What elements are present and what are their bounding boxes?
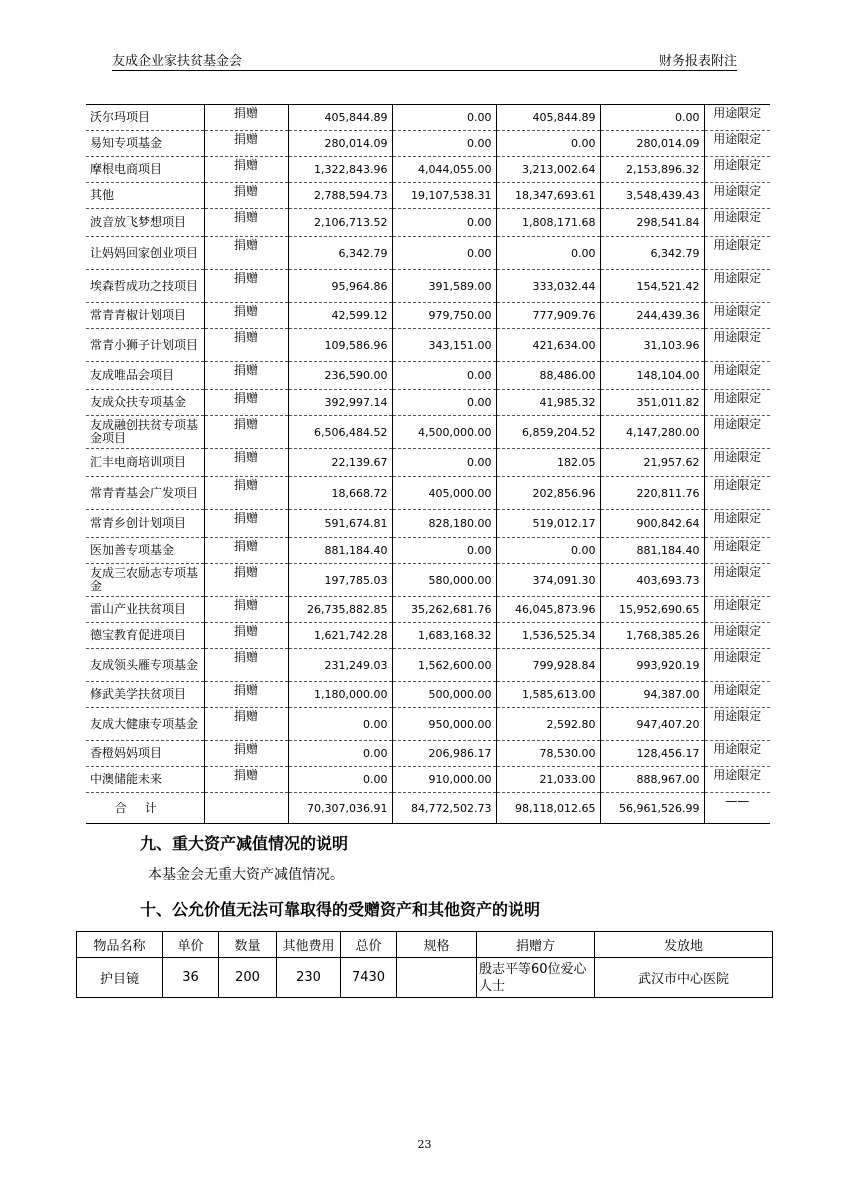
fund-row <box>86 270 770 303</box>
restriction-type: 用途限定 <box>704 538 770 564</box>
income-type: 捐赠 <box>204 649 288 682</box>
fund-row <box>86 416 770 449</box>
project-name: 德宝教育促进项目 <box>86 623 204 649</box>
decrease-amount: 1,808,171.68 <box>496 209 600 237</box>
income-type: 捐赠 <box>204 477 288 510</box>
asset-header-cell: 总价 <box>341 932 397 958</box>
asset-header-cell: 单价 <box>163 932 219 958</box>
restriction-type: 用途限定 <box>704 237 770 270</box>
income-type: 捐赠 <box>204 270 288 303</box>
opening-balance: 392,997.14 <box>288 390 392 416</box>
restriction-type: 用途限定 <box>704 449 770 477</box>
project-name: 友成大健康专项基金 <box>86 708 204 741</box>
income-type: 捐赠 <box>204 105 288 131</box>
fund-row <box>86 449 770 477</box>
decrease-amount: 46,045,873.96 <box>496 597 600 623</box>
restriction-type: 用途限定 <box>704 708 770 741</box>
restriction-type: 用途限定 <box>704 649 770 682</box>
project-name: 埃森哲成功之技项目 <box>86 270 204 303</box>
project-name: 雷山产业扶贫项目 <box>86 597 204 623</box>
fund-row <box>86 510 770 538</box>
income-type: 捐赠 <box>204 237 288 270</box>
opening-balance: 70,307,036.91 <box>288 793 392 824</box>
increase-amount: 391,589.00 <box>392 270 496 303</box>
increase-amount: 1,562,600.00 <box>392 649 496 682</box>
increase-amount: 35,262,681.76 <box>392 597 496 623</box>
fund-row <box>86 564 770 597</box>
closing-balance: 280,014.09 <box>600 131 704 157</box>
restriction-type: 用途限定 <box>704 329 770 362</box>
project-name: 友成众扶专项基金 <box>86 390 204 416</box>
restriction-type: 用途限定 <box>704 510 770 538</box>
decrease-amount: 1,585,613.00 <box>496 682 600 708</box>
opening-balance: 109,586.96 <box>288 329 392 362</box>
increase-amount: 500,000.00 <box>392 682 496 708</box>
closing-balance: 900,842.64 <box>600 510 704 538</box>
income-type: 捐赠 <box>204 362 288 390</box>
increase-amount: 4,044,055.00 <box>392 157 496 183</box>
decrease-amount: 18,347,693.61 <box>496 183 600 209</box>
increase-amount: 950,000.00 <box>392 708 496 741</box>
fund-row <box>86 649 770 682</box>
project-name: 常青青基会广发项目 <box>86 477 204 510</box>
asset-table <box>76 931 773 998</box>
project-name: 常青青椒计划项目 <box>86 303 204 329</box>
project-name: 波音放飞梦想项目 <box>86 209 204 237</box>
decrease-amount: 0.00 <box>496 538 600 564</box>
increase-amount: 0.00 <box>392 105 496 131</box>
increase-amount: 0.00 <box>392 131 496 157</box>
opening-balance: 6,342.79 <box>288 237 392 270</box>
project-name: 香橙妈妈项目 <box>86 741 204 767</box>
closing-balance: 128,456.17 <box>600 741 704 767</box>
decrease-amount: 0.00 <box>496 131 600 157</box>
opening-balance: 22,139.67 <box>288 449 392 477</box>
fund-row <box>86 708 770 741</box>
fund-row <box>86 157 770 183</box>
fund-row <box>86 131 770 157</box>
income-type: 捐赠 <box>204 682 288 708</box>
restriction-type: 用途限定 <box>704 597 770 623</box>
project-name: 常青乡创计划项目 <box>86 510 204 538</box>
project-name: 摩根电商项目 <box>86 157 204 183</box>
project-name: 沃尔玛项目 <box>86 105 204 131</box>
increase-amount: 1,683,168.32 <box>392 623 496 649</box>
asset-header-cell: 规格 <box>397 932 477 958</box>
restriction-type: 用途限定 <box>704 157 770 183</box>
opening-balance: 1,180,000.00 <box>288 682 392 708</box>
restriction-type: 用途限定 <box>704 767 770 793</box>
closing-balance: 31,103.96 <box>600 329 704 362</box>
restriction-type: 用途限定 <box>704 105 770 131</box>
closing-balance: 2,153,896.32 <box>600 157 704 183</box>
fund-row <box>86 237 770 270</box>
opening-balance: 42,599.12 <box>288 303 392 329</box>
closing-balance: 351,011.82 <box>600 390 704 416</box>
income-type: 捐赠 <box>204 623 288 649</box>
fund-row <box>86 209 770 237</box>
restriction-type: 用途限定 <box>704 416 770 449</box>
restriction-type: 用途限定 <box>704 183 770 209</box>
opening-balance: 6,506,484.52 <box>288 416 392 449</box>
asset-header-row <box>77 932 773 958</box>
decrease-amount: 0.00 <box>496 237 600 270</box>
restriction-type: 用途限定 <box>704 131 770 157</box>
asset-price: 36 <box>163 958 219 998</box>
opening-balance: 236,590.00 <box>288 362 392 390</box>
closing-balance: 993,920.19 <box>600 649 704 682</box>
closing-balance: 1,768,385.26 <box>600 623 704 649</box>
increase-amount: 828,180.00 <box>392 510 496 538</box>
opening-balance: 591,674.81 <box>288 510 392 538</box>
decrease-amount: 799,928.84 <box>496 649 600 682</box>
fund-row <box>86 477 770 510</box>
increase-amount: 979,750.00 <box>392 303 496 329</box>
decrease-amount: 3,213,002.64 <box>496 157 600 183</box>
closing-balance: 154,521.42 <box>600 270 704 303</box>
asset-header-cell: 其他费用 <box>277 932 341 958</box>
decrease-amount: 88,486.00 <box>496 362 600 390</box>
project-name: 常青小狮子计划项目 <box>86 329 204 362</box>
restriction-type: 用途限定 <box>704 741 770 767</box>
project-name: 友成唯品会项目 <box>86 362 204 390</box>
restriction-type: 用途限定 <box>704 390 770 416</box>
project-name: 友成三农励志专项基金 <box>86 564 204 597</box>
opening-balance: 1,621,742.28 <box>288 623 392 649</box>
fund-row <box>86 303 770 329</box>
decrease-amount: 519,012.17 <box>496 510 600 538</box>
opening-balance: 0.00 <box>288 741 392 767</box>
project-name: 修武美学扶贫项目 <box>86 682 204 708</box>
project-name: 汇丰电商培训项目 <box>86 449 204 477</box>
fund-row <box>86 767 770 793</box>
increase-amount: 0.00 <box>392 538 496 564</box>
restriction-type: 用途限定 <box>704 270 770 303</box>
closing-balance: 298,541.84 <box>600 209 704 237</box>
income-type: 捐赠 <box>204 510 288 538</box>
increase-amount: 0.00 <box>392 362 496 390</box>
opening-balance: 2,788,594.73 <box>288 183 392 209</box>
increase-amount: 910,000.00 <box>392 767 496 793</box>
project-name: 易知专项基金 <box>86 131 204 157</box>
decrease-amount: 21,033.00 <box>496 767 600 793</box>
income-type: 捐赠 <box>204 390 288 416</box>
asset-spec <box>397 958 477 998</box>
decrease-amount: 2,592.80 <box>496 708 600 741</box>
asset-other-cost: 230 <box>277 958 341 998</box>
opening-balance: 0.00 <box>288 708 392 741</box>
restriction-type: 用途限定 <box>704 303 770 329</box>
fund-row <box>86 183 770 209</box>
decrease-amount: 202,856.96 <box>496 477 600 510</box>
increase-amount: 0.00 <box>392 209 496 237</box>
fund-row <box>86 597 770 623</box>
header-section-title: 财务报表附注 <box>658 54 737 69</box>
opening-balance: 95,964.86 <box>288 270 392 303</box>
opening-balance: 197,785.03 <box>288 564 392 597</box>
section-9-heading: 九、重大资产减值情况的说明 <box>140 834 349 853</box>
closing-balance: 881,184.40 <box>600 538 704 564</box>
income-type: 捐赠 <box>204 449 288 477</box>
header-org-name: 友成企业家扶贫基金会 <box>112 54 243 69</box>
asset-name: 护目镜 <box>77 958 163 998</box>
closing-balance: 947,407.20 <box>600 708 704 741</box>
income-type: 捐赠 <box>204 538 288 564</box>
increase-amount: 405,000.00 <box>392 477 496 510</box>
fund-row <box>86 741 770 767</box>
asset-donor: 殷志平等60位爱心人士 <box>477 958 595 998</box>
income-type: 捐赠 <box>204 303 288 329</box>
restriction-type: 用途限定 <box>704 477 770 510</box>
asset-header-cell: 物品名称 <box>77 932 163 958</box>
opening-balance: 18,668.72 <box>288 477 392 510</box>
fund-table <box>86 104 770 824</box>
closing-balance: 3,548,439.43 <box>600 183 704 209</box>
opening-balance: 881,184.40 <box>288 538 392 564</box>
closing-balance: 4,147,280.00 <box>600 416 704 449</box>
opening-balance: 1,322,843.96 <box>288 157 392 183</box>
project-name: 其他 <box>86 183 204 209</box>
increase-amount: 4,500,000.00 <box>392 416 496 449</box>
fund-row <box>86 105 770 131</box>
decrease-amount: 374,091.30 <box>496 564 600 597</box>
restriction-type: 用途限定 <box>704 564 770 597</box>
income-type: 捐赠 <box>204 767 288 793</box>
opening-balance: 26,735,882.85 <box>288 597 392 623</box>
restriction-type: 用途限定 <box>704 362 770 390</box>
fund-row <box>86 538 770 564</box>
project-name: 友成领头雁专项基金 <box>86 649 204 682</box>
restriction-type: —— <box>704 793 770 824</box>
closing-balance: 56,961,526.99 <box>600 793 704 824</box>
restriction-type: 用途限定 <box>704 682 770 708</box>
income-type: 捐赠 <box>204 209 288 237</box>
decrease-amount: 78,530.00 <box>496 741 600 767</box>
fund-row <box>86 390 770 416</box>
page-number: 23 <box>417 1138 432 1151</box>
closing-balance: 888,967.00 <box>600 767 704 793</box>
fund-row <box>86 329 770 362</box>
income-type: 捐赠 <box>204 741 288 767</box>
asset-header-cell: 捐赠方 <box>477 932 595 958</box>
project-name: 中澳储能未来 <box>86 767 204 793</box>
decrease-amount: 1,536,525.34 <box>496 623 600 649</box>
closing-balance: 0.00 <box>600 105 704 131</box>
income-type: 捐赠 <box>204 329 288 362</box>
asset-qty: 200 <box>219 958 277 998</box>
decrease-amount: 777,909.76 <box>496 303 600 329</box>
restriction-type: 用途限定 <box>704 623 770 649</box>
closing-balance: 21,957.62 <box>600 449 704 477</box>
decrease-amount: 6,859,204.52 <box>496 416 600 449</box>
opening-balance: 231,249.03 <box>288 649 392 682</box>
income-type: 捐赠 <box>204 157 288 183</box>
closing-balance: 94,387.00 <box>600 682 704 708</box>
income-type: 捐赠 <box>204 708 288 741</box>
increase-amount: 0.00 <box>392 390 496 416</box>
opening-balance: 2,106,713.52 <box>288 209 392 237</box>
increase-amount: 343,151.00 <box>392 329 496 362</box>
increase-amount: 206,986.17 <box>392 741 496 767</box>
increase-amount: 0.00 <box>392 237 496 270</box>
closing-balance: 6,342.79 <box>600 237 704 270</box>
increase-amount: 0.00 <box>392 449 496 477</box>
income-type: 捐赠 <box>204 597 288 623</box>
increase-amount: 84,772,502.73 <box>392 793 496 824</box>
section-10-heading: 十、公允价值无法可靠取得的受赠资产和其他资产的说明 <box>140 900 541 919</box>
closing-balance: 244,439.36 <box>600 303 704 329</box>
project-name: 友成融创扶贫专项基金项目 <box>86 416 204 449</box>
decrease-amount: 333,032.44 <box>496 270 600 303</box>
decrease-amount: 405,844.89 <box>496 105 600 131</box>
opening-balance: 0.00 <box>288 767 392 793</box>
increase-amount: 19,107,538.31 <box>392 183 496 209</box>
asset-header-cell: 发放地 <box>595 932 773 958</box>
page-header <box>112 50 737 71</box>
asset-row <box>77 958 773 998</box>
income-type <box>204 793 288 824</box>
asset-place: 武汉市中心医院 <box>595 958 773 998</box>
decrease-amount: 98,118,012.65 <box>496 793 600 824</box>
section-9-text: 本基金会无重大资产减值情况。 <box>148 867 344 883</box>
opening-balance: 280,014.09 <box>288 131 392 157</box>
closing-balance: 148,104.00 <box>600 362 704 390</box>
asset-total: 7430 <box>341 958 397 998</box>
fund-row <box>86 682 770 708</box>
decrease-amount: 421,634.00 <box>496 329 600 362</box>
opening-balance: 405,844.89 <box>288 105 392 131</box>
closing-balance: 403,693.73 <box>600 564 704 597</box>
closing-balance: 15,952,690.65 <box>600 597 704 623</box>
project-name: 医加善专项基金 <box>86 538 204 564</box>
increase-amount: 580,000.00 <box>392 564 496 597</box>
decrease-amount: 182.05 <box>496 449 600 477</box>
fund-row <box>86 362 770 390</box>
restriction-type: 用途限定 <box>704 209 770 237</box>
income-type: 捐赠 <box>204 131 288 157</box>
project-name: 合计 <box>86 793 204 824</box>
income-type: 捐赠 <box>204 183 288 209</box>
total-row <box>86 793 770 824</box>
project-name: 让妈妈回家创业项目 <box>86 237 204 270</box>
income-type: 捐赠 <box>204 564 288 597</box>
fund-row <box>86 623 770 649</box>
closing-balance: 220,811.76 <box>600 477 704 510</box>
decrease-amount: 41,985.32 <box>496 390 600 416</box>
asset-header-cell: 数量 <box>219 932 277 958</box>
income-type: 捐赠 <box>204 416 288 449</box>
